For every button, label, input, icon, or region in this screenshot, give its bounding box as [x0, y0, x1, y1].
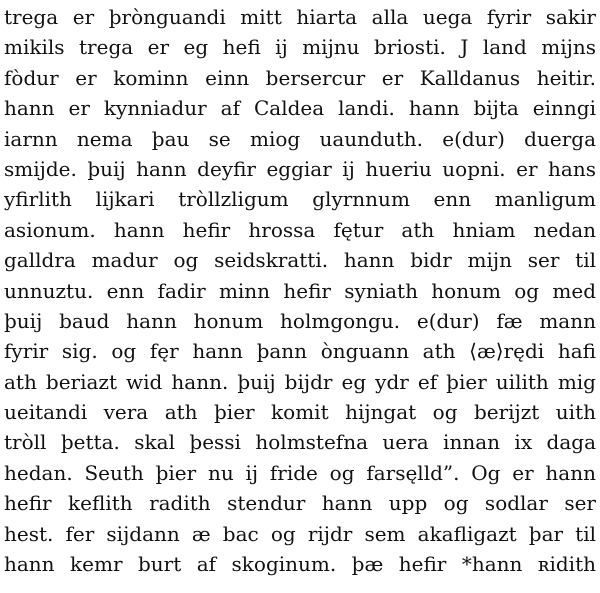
text-line-5: iarnn nema þau se miog uaunduth. e(dur) duerga: [4, 126, 596, 151]
text-line-2: mikils trega er eg hefi ij mijnu briosti. J land mijns: [4, 35, 596, 60]
text-line-4: hann er kynniadur af Caldea landi. hann bijta einngi: [4, 96, 596, 121]
text-line-3: fòdur er kominn einn bersercur er Kalldanus heitir.: [4, 65, 596, 90]
text-line-6: smijde. þuij hann deyfir eggiar ij hueriu uopni. er hans: [4, 156, 596, 181]
text-line-10: unnuztu. enn fadir minn hefir syniath honum og med: [4, 278, 596, 303]
text-line-1: trega er þrònguandi mitt hiarta alla uega fyrir sakir: [4, 5, 596, 29]
text-line-18: hest. fer sijdann æ bac og rijdr sem akafligazt þar til: [4, 521, 596, 546]
text-line-17: hefir keflith radith stendur hann upp og sodlar ser: [4, 491, 596, 516]
text-line-14: ueitandi vera ath þier komit hijngat og berijzt uith: [4, 400, 596, 425]
text-line-12: fyrir sig. og fęr hann þann ònguann ath ⟨æ⟩rędi hafi: [4, 339, 596, 364]
text-line-15: tròll þetta. skal þessi holmstefna uera innan ix daga: [4, 430, 596, 455]
text-line-9: galldra madur og seidskratti. hann bidr mijn ser til: [4, 248, 596, 273]
text-line-19: hann kemr burt af skoginum. þæ hefir *hann ʀidith: [4, 552, 596, 577]
text-line-7: yfirlith lijkari tròllzligum glyrnnum enn manligum: [4, 187, 596, 212]
text-line-13: ath beriazt wid hann. þuij bijdr eg ydr ef þier uilith mig: [4, 369, 596, 394]
text-line-8: asionum. hann hefir hrossa fętur ath hniam nedan: [4, 217, 596, 242]
text-line-11: þuij baud hann honum holmgongu. e(dur) fæ mann: [4, 308, 596, 333]
text-line-16: hedan. Seuth þier nu ij fride og farsęlld”. Og er hann: [4, 460, 596, 485]
document-page: [4, 2, 596, 579]
